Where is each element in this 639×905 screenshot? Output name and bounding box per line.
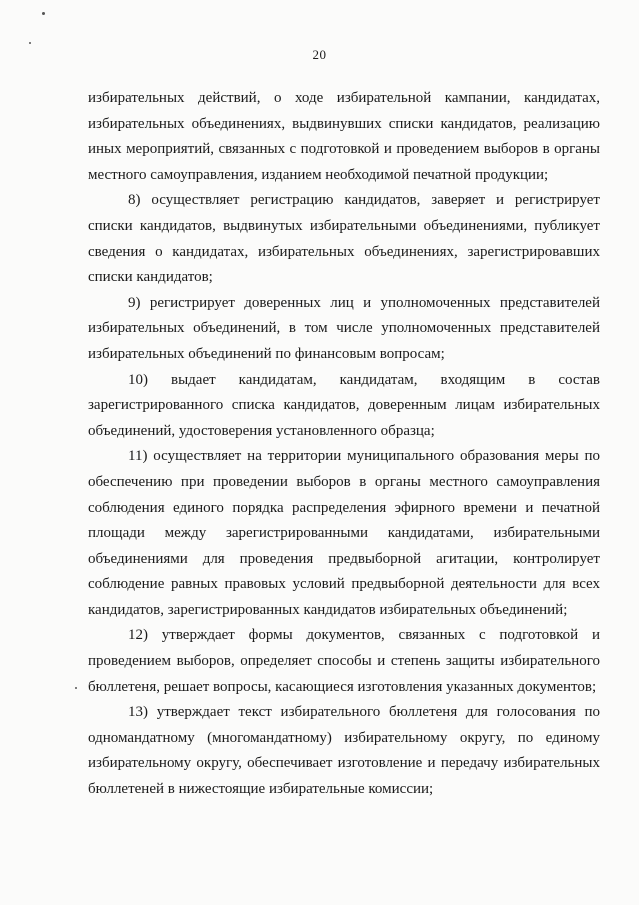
paragraph-item-13: 13) утверждает текст избирательного бюллетеня для голосования по одномандатному (многомандатному) избирательному округу, по единому избирательному округу, обеспечивает изготовление и передачу избирательных бюллетеней в нижестоящие избирательные комиссии; xyxy=(88,704,600,798)
paragraph-continuation: избирательных действий, о ходе избирательной кампании, кандидатах, избирательных объединениях, выдвинувших списки кандидатов, реализацию иных мероприятий, связанных с подготовкой и проведением выборов в органы местного самоуправления, изданием необходимой печатной продукции; xyxy=(88,90,600,183)
paragraph-item-8: 8) осуществляет регистрацию кандидатов, заверяет и регистрирует списки кандидатов, выдвинутых избирательными объединениями, публикует сведения о кандидатах, избирательных объединениях, зарегистрировавших списки кандидатов; xyxy=(88,192,600,286)
scan-speck xyxy=(75,687,77,689)
paragraph-item-10: 10) выдает кандидатам, кандидатам, входящим в состав зарегистрированного списка кандидатов, доверенным лицам избирательных объединений, удостоверения установленного образца; xyxy=(88,371,600,439)
page-number: 20 xyxy=(312,47,327,62)
paragraph-item-9: 9) регистрирует доверенных лиц и уполномоченных представителей избирательных объединений, в том числе уполномоченных представителей избирательных объединений по финансовым вопросам; xyxy=(88,294,600,362)
paragraph-item-11: 11) осуществляет на территории муниципального образования меры по обеспечению при проведении выборов в органы местного самоуправления соблюдения единого порядка распределения эфирного времени и печатной площади между зарегистрированными кандидатами, избирательными объединениями для проведения предвыборной агитации, контролирует соблюдение равных правовых условий предвыборной деятельности для всех кандидатов, зарегистрированных кандидатов избирательных объединений; xyxy=(88,448,600,618)
body-text xyxy=(88,86,600,803)
paragraph-item-12: 12) утверждает формы документов, связанных с подготовкой и проведением выборов, определяет способы и степень защиты избирательного бюллетеня, решает вопросы, касающиеся изготовления указанных документов; xyxy=(88,627,600,695)
scan-speck xyxy=(29,42,31,44)
scan-speck xyxy=(42,12,45,15)
